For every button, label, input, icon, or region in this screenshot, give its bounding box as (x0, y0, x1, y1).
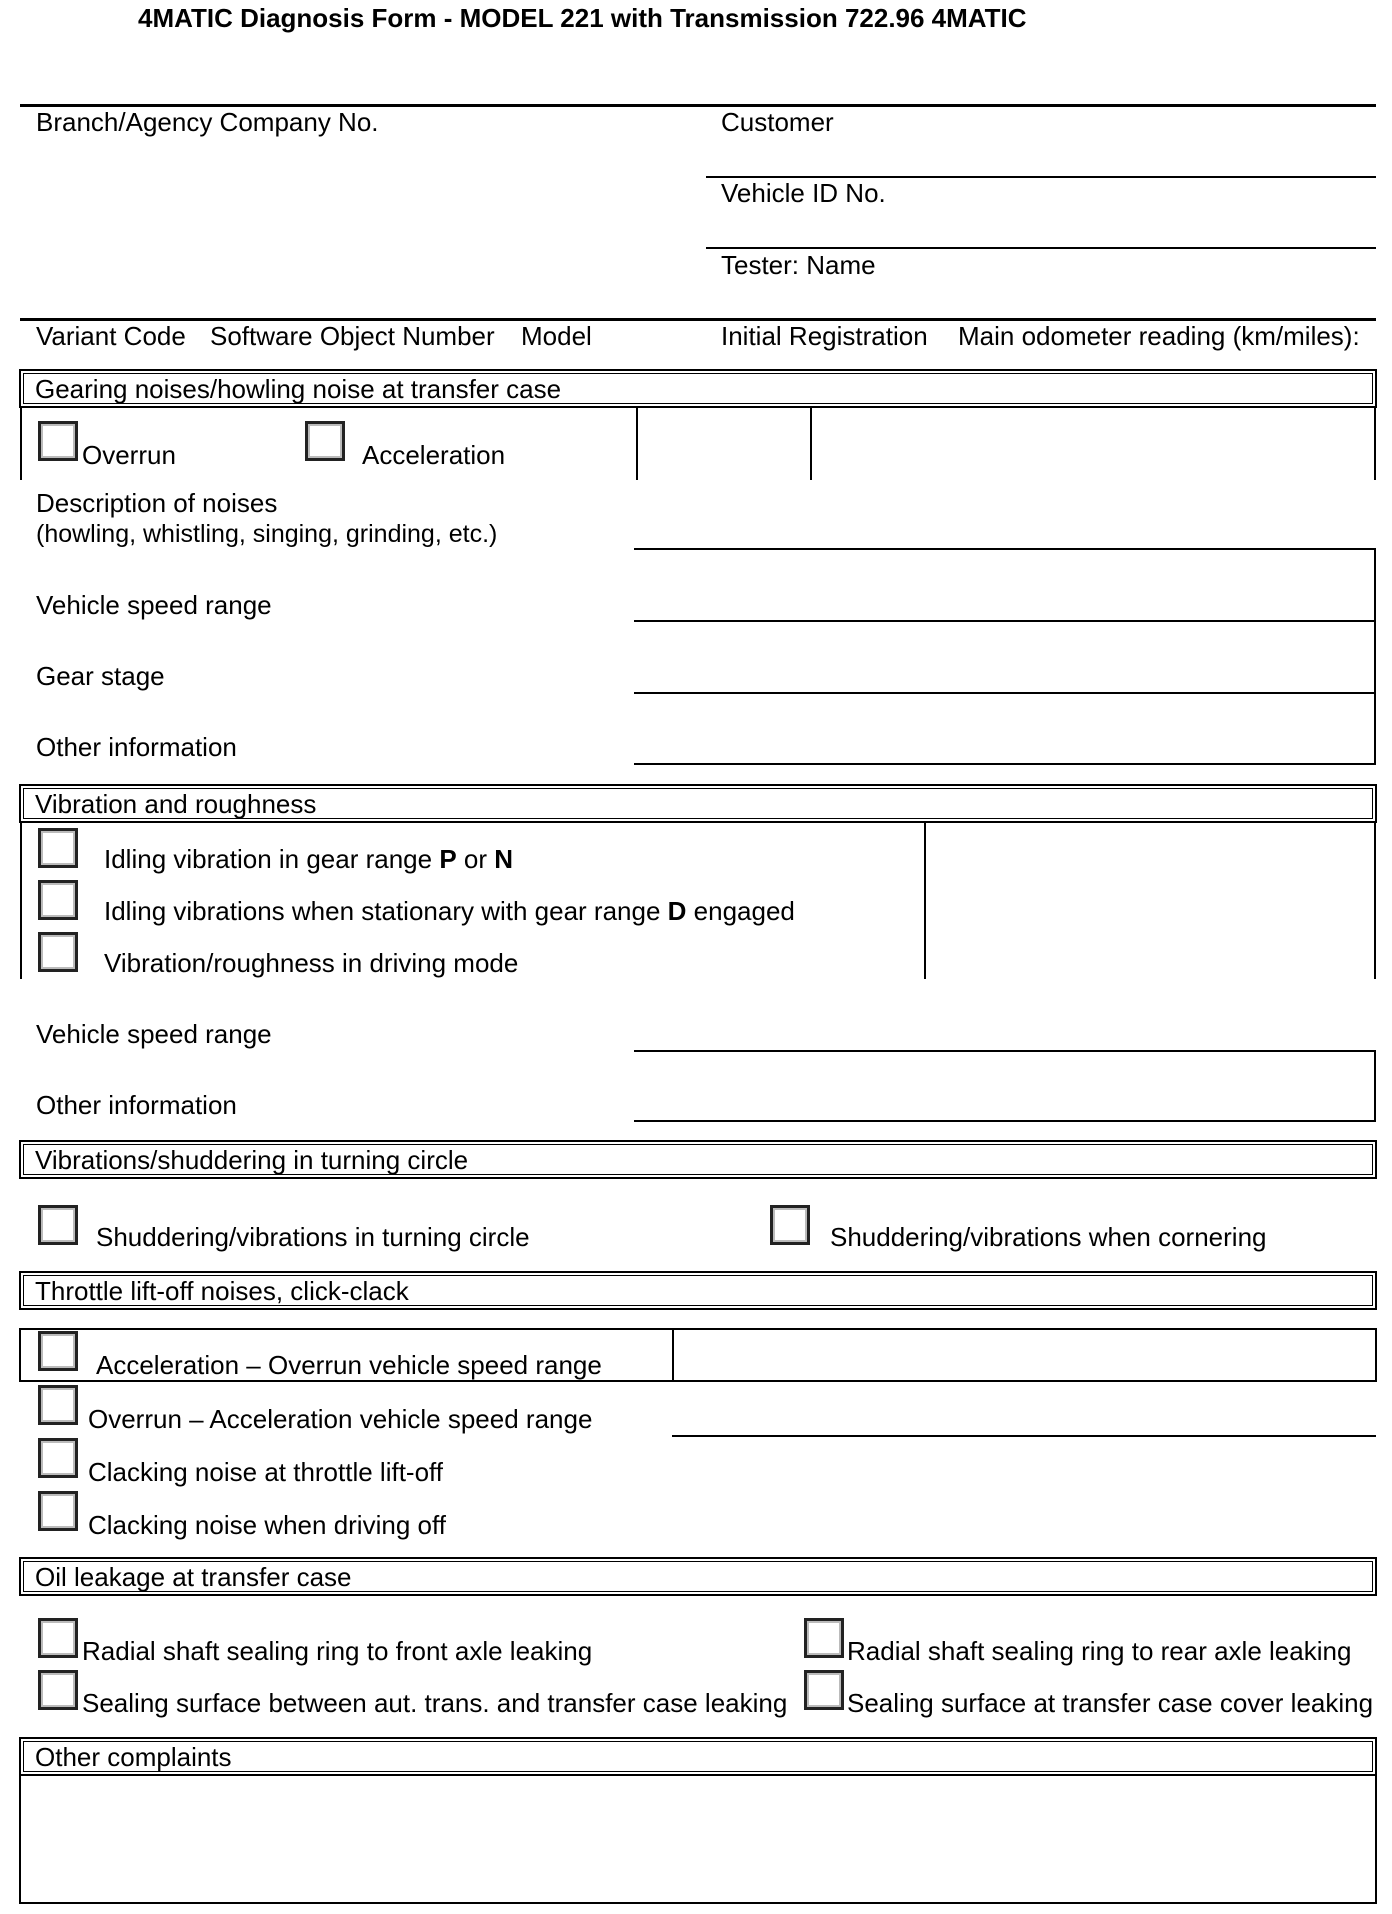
software-object-number-label: Software Object Number (210, 321, 495, 351)
accel-overrun-divider (672, 1328, 674, 1382)
customer-label: Customer (721, 107, 834, 137)
gear-range-n: N (494, 844, 514, 874)
accel-overrun-label: Acceleration – Overrun vehicle speed range (96, 1350, 602, 1380)
tester-label: Tester: Name (721, 250, 876, 280)
section-throttle-header (19, 1271, 1377, 1310)
gearing-other-info-label: Other information (36, 732, 237, 762)
vibration-row-divider (924, 823, 926, 979)
cornering-label: Shuddering/vibrations when cornering (830, 1222, 1267, 1252)
idling-vibration-d-engaged: engaged (686, 896, 795, 926)
driving-vibration-label: Vibration/roughness in driving mode (104, 948, 519, 978)
vibration-fields-right-border (1374, 1051, 1376, 1121)
overrun-label: Overrun (82, 440, 176, 470)
section-other-title: Other complaints (35, 1742, 232, 1772)
rear-axle-seal-label: Radial shaft sealing ring to rear axle leaking (847, 1636, 1352, 1666)
section-vibration-header (19, 784, 1377, 823)
gearing-fields-right-border (1374, 549, 1376, 764)
driving-vibration-checkbox[interactable] (38, 932, 78, 972)
initial-registration-label: Initial Registration (721, 321, 928, 351)
vibration-speed-range-label: Vehicle speed range (36, 1019, 272, 1049)
section-gearing-header (19, 369, 1377, 408)
turning-circle-checkbox[interactable] (38, 1205, 78, 1245)
idling-vibration-or: or (456, 844, 495, 874)
section-turning-title: Vibrations/shuddering in turning circle (35, 1145, 469, 1175)
overrun-accel-line[interactable] (672, 1435, 1376, 1437)
gearing-speed-range-line[interactable] (634, 620, 1376, 622)
idling-vibration-pn-label (104, 844, 513, 874)
acceleration-checkbox[interactable] (305, 421, 345, 461)
variant-code-label: Variant Code (36, 321, 186, 351)
vibration-other-info-label: Other information (36, 1090, 237, 1120)
clacking-liftoff-label: Clacking noise at throttle lift-off (88, 1457, 444, 1487)
turning-circle-label: Shuddering/vibrations in turning circle (96, 1222, 530, 1252)
gearing-row-divider-1 (636, 408, 638, 480)
transfer-cover-seal-checkbox[interactable] (804, 1670, 844, 1710)
branch-label: Branch/Agency Company No. (36, 107, 379, 137)
cornering-checkbox[interactable] (770, 1205, 810, 1245)
description-line[interactable] (634, 548, 1376, 550)
idling-vibration-d-text: Idling vibrations when stationary with gear range (104, 896, 668, 926)
section-vibration-title: Vibration and roughness (35, 789, 317, 819)
gearing-speed-range-label: Vehicle speed range (36, 590, 272, 620)
vibration-other-info-line[interactable] (634, 1120, 1376, 1122)
gearing-row-left-border (20, 408, 22, 480)
vehicle-id-label: Vehicle ID No. (721, 178, 886, 208)
vehicle-id-line[interactable] (706, 247, 1376, 249)
gear-stage-line[interactable] (634, 692, 1376, 694)
overrun-accel-label: Overrun – Acceleration vehicle speed range (88, 1404, 593, 1434)
section-other-header (19, 1737, 1377, 1776)
rear-axle-seal-checkbox[interactable] (804, 1618, 844, 1658)
gearing-other-info-line[interactable] (634, 763, 1376, 765)
front-axle-seal-checkbox[interactable] (38, 1618, 78, 1658)
model-label: Model (521, 321, 592, 351)
form-title: 4MATIC Diagnosis Form - MODEL 221 with Transmission 722.96 4MATIC (138, 3, 1027, 33)
gear-range-d: D (667, 896, 687, 926)
trans-transfer-seal-checkbox[interactable] (38, 1670, 78, 1710)
clacking-liftoff-checkbox[interactable] (38, 1438, 78, 1478)
idling-vibration-d-checkbox[interactable] (38, 880, 78, 920)
transfer-cover-seal-label: Sealing surface at transfer case cover leaking (847, 1688, 1374, 1718)
trans-transfer-seal-label: Sealing surface between aut. trans. and transfer case leaking (82, 1688, 788, 1718)
gearing-row-right-border (1374, 408, 1376, 480)
clacking-driveoff-checkbox[interactable] (38, 1491, 78, 1531)
description-hint: (howling, whistling, singing, grinding, etc.) (36, 520, 498, 548)
overrun-checkbox[interactable] (38, 421, 78, 461)
front-axle-seal-label: Radial shaft sealing ring to front axle leaking (82, 1636, 593, 1666)
vibration-speed-range-line[interactable] (634, 1050, 1376, 1052)
description-label: Description of noises (36, 488, 278, 518)
gearing-row-divider-2 (810, 408, 812, 480)
other-complaints-field[interactable] (19, 1774, 1377, 1904)
section-oil-header (19, 1557, 1377, 1596)
clacking-driveoff-label: Clacking noise when driving off (88, 1510, 446, 1540)
vibration-row-right-border (1374, 823, 1376, 979)
idling-vibration-pn-checkbox[interactable] (38, 828, 78, 868)
section-oil-title: Oil leakage at transfer case (35, 1562, 352, 1592)
section-turning-header (19, 1140, 1377, 1179)
accel-overrun-checkbox[interactable] (38, 1331, 78, 1371)
section-gearing-title: Gearing noises/howling noise at transfer case (35, 374, 562, 404)
gear-range-p: P (439, 844, 457, 874)
vibration-row-left-border (20, 823, 22, 979)
idling-vibration-pn-text: Idling vibration in gear range (104, 844, 440, 874)
acceleration-label: Acceleration (362, 440, 506, 470)
overrun-accel-checkbox[interactable] (38, 1385, 78, 1425)
accel-overrun-field[interactable] (676, 1330, 1372, 1380)
gear-stage-label: Gear stage (36, 661, 165, 691)
idling-vibration-d-label (104, 896, 795, 926)
section-throttle-title: Throttle lift-off noises, click-clack (35, 1276, 409, 1306)
odometer-label: Main odometer reading (km/miles): (958, 321, 1360, 351)
